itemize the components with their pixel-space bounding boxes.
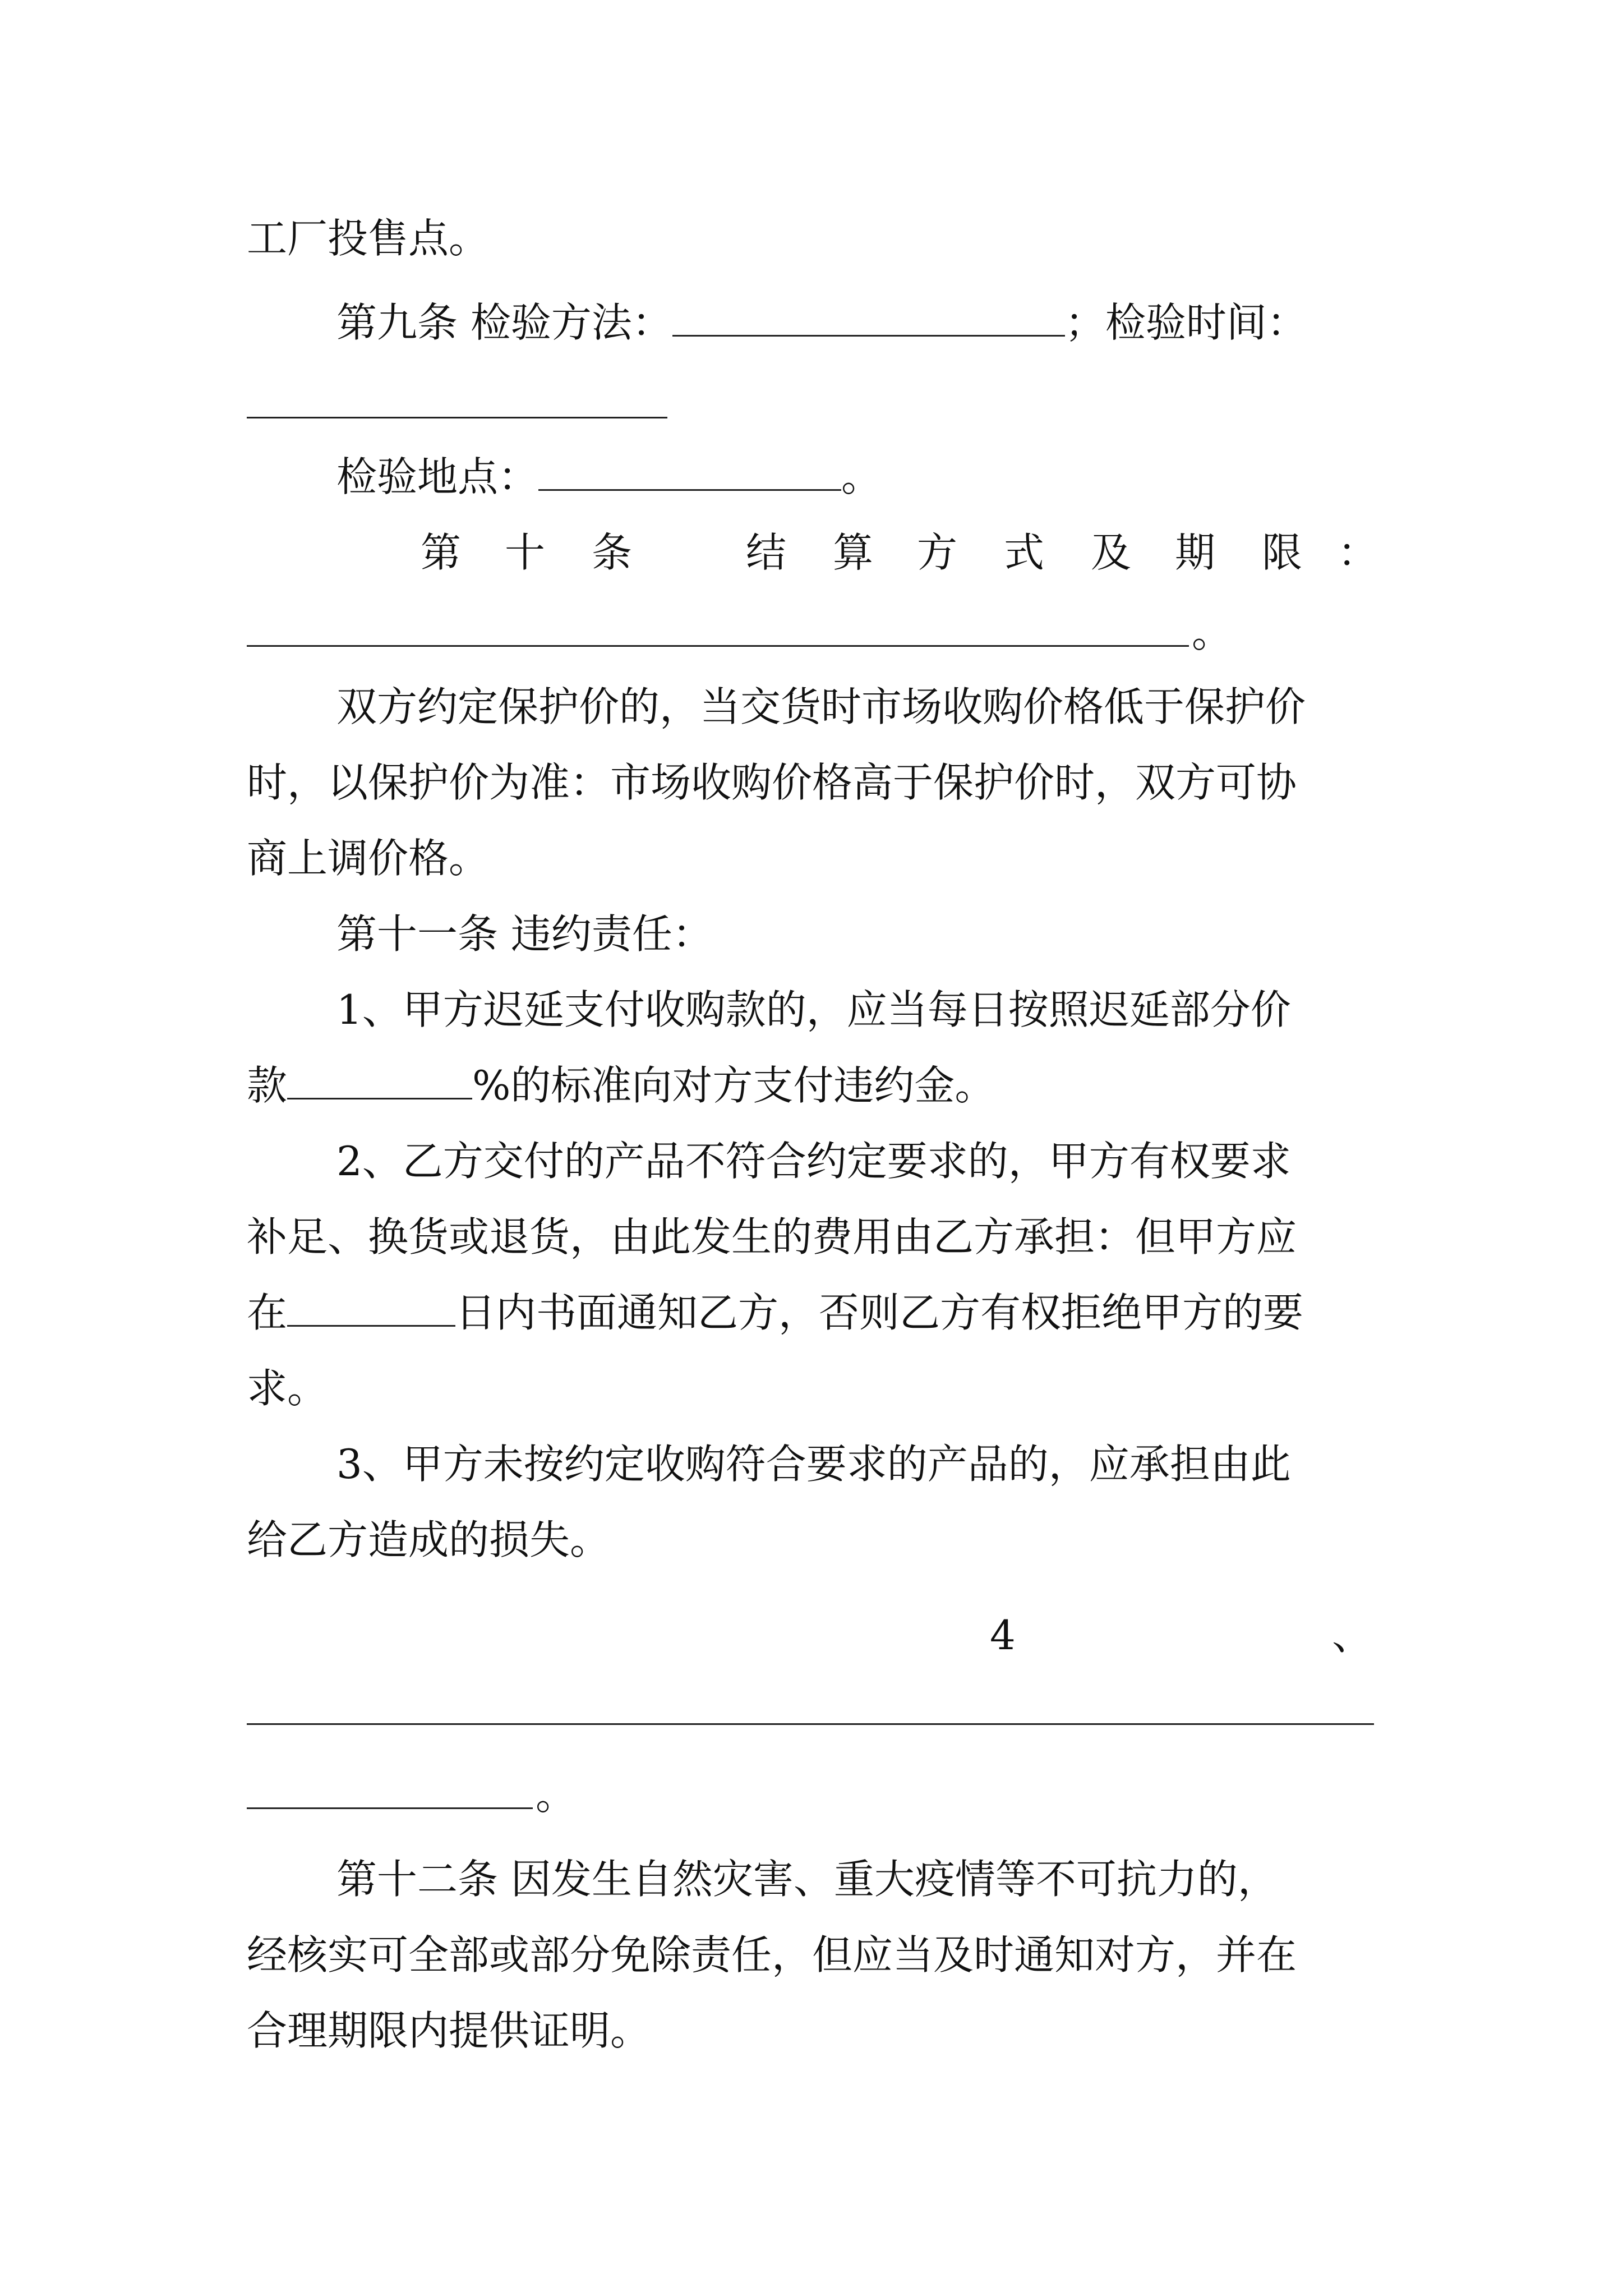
item-3-line: 给乙方造成的损失。 (247, 1516, 611, 1563)
item-4-blank-2 (247, 1807, 533, 1809)
article-12-line: 合理期限内提供证明。 (247, 2007, 651, 2054)
item-2-text: 在 (247, 1289, 288, 1336)
title-char: 式 (1004, 529, 1045, 576)
article-12-line: 第十二条 因发生自然灾害、重大疫情等不可抗力的， (336, 1856, 1278, 1903)
title-char: 第 (421, 529, 462, 576)
item-2-line-3 (247, 1285, 1303, 1341)
item-2-line: 补足、换货或退货，由此发生的费用由乙方承担：但甲方应 (247, 1213, 1297, 1260)
title-char: 结 (746, 529, 787, 576)
inspection-place-line (336, 449, 882, 505)
title-char: 条 (592, 529, 633, 576)
article-9-method-label: 第九条 检验方法： (336, 299, 672, 346)
inspection-time-blank (247, 417, 667, 418)
period: 。 (536, 1772, 577, 1819)
item-1-text: 款 (247, 1062, 288, 1109)
item-2-line: 2、乙方交付的产品不符合约定要求的，甲方有权要求 (336, 1138, 1291, 1185)
item-1-line-2 (247, 1057, 995, 1114)
article-12-line: 经核实可全部或部分免除责任，但应当及时通知对方，并在 (247, 1931, 1297, 1978)
penalty-rate-blank (287, 1063, 472, 1099)
paragraph-line: 时，以保护价为准：市场收购价格高于保护价时，双方可协 (247, 759, 1297, 806)
title-char: 算 (833, 529, 874, 576)
title-char: 方 (917, 529, 958, 576)
article-11-title: 第十一条 违约责任： (336, 910, 713, 958)
title-char: 限 (1262, 529, 1303, 576)
article-10-title (336, 524, 1391, 581)
inspection-method-blank (672, 300, 1065, 337)
paragraph-line: 商上调价格。 (247, 835, 490, 882)
article-9-line (336, 295, 1307, 351)
inspection-place-label: 检验地点： (336, 453, 539, 500)
item-3-line: 3、甲方未按约定收购符合要求的产品的，应承担由此 (336, 1441, 1291, 1488)
title-char: ： (1338, 529, 1378, 576)
settlement-blank (247, 645, 1189, 647)
notice-days-blank (287, 1290, 455, 1327)
article-9-time-label: ；检验时间： (1064, 299, 1307, 346)
period: 。 (1192, 609, 1233, 656)
paragraph-line: 双方约定保护价的，当交货时市场收购价格低于保护价 (336, 683, 1306, 730)
title-char: 十 (505, 529, 546, 576)
item-4-mark: 、 (1332, 1612, 1373, 1659)
text-line: 工厂投售点。 (247, 215, 490, 262)
title-char: 期 (1175, 529, 1216, 576)
title-char: 及 (1091, 529, 1132, 576)
item-4-blank (247, 1723, 1374, 1725)
inspection-place-blank (538, 454, 841, 491)
period: 。 (841, 453, 882, 500)
item-2-text: 日内书面通知乙方，否则乙方有权拒绝甲方的要 (455, 1289, 1304, 1336)
item-2-line: 求。 (247, 1365, 328, 1412)
item-4-number: 4 (990, 1612, 1016, 1659)
item-1-text: %的标准向对方支付违约金。 (472, 1062, 995, 1109)
item-1-line: 1、甲方迟延支付收购款的，应当每日按照迟延部分价 (336, 986, 1291, 1033)
